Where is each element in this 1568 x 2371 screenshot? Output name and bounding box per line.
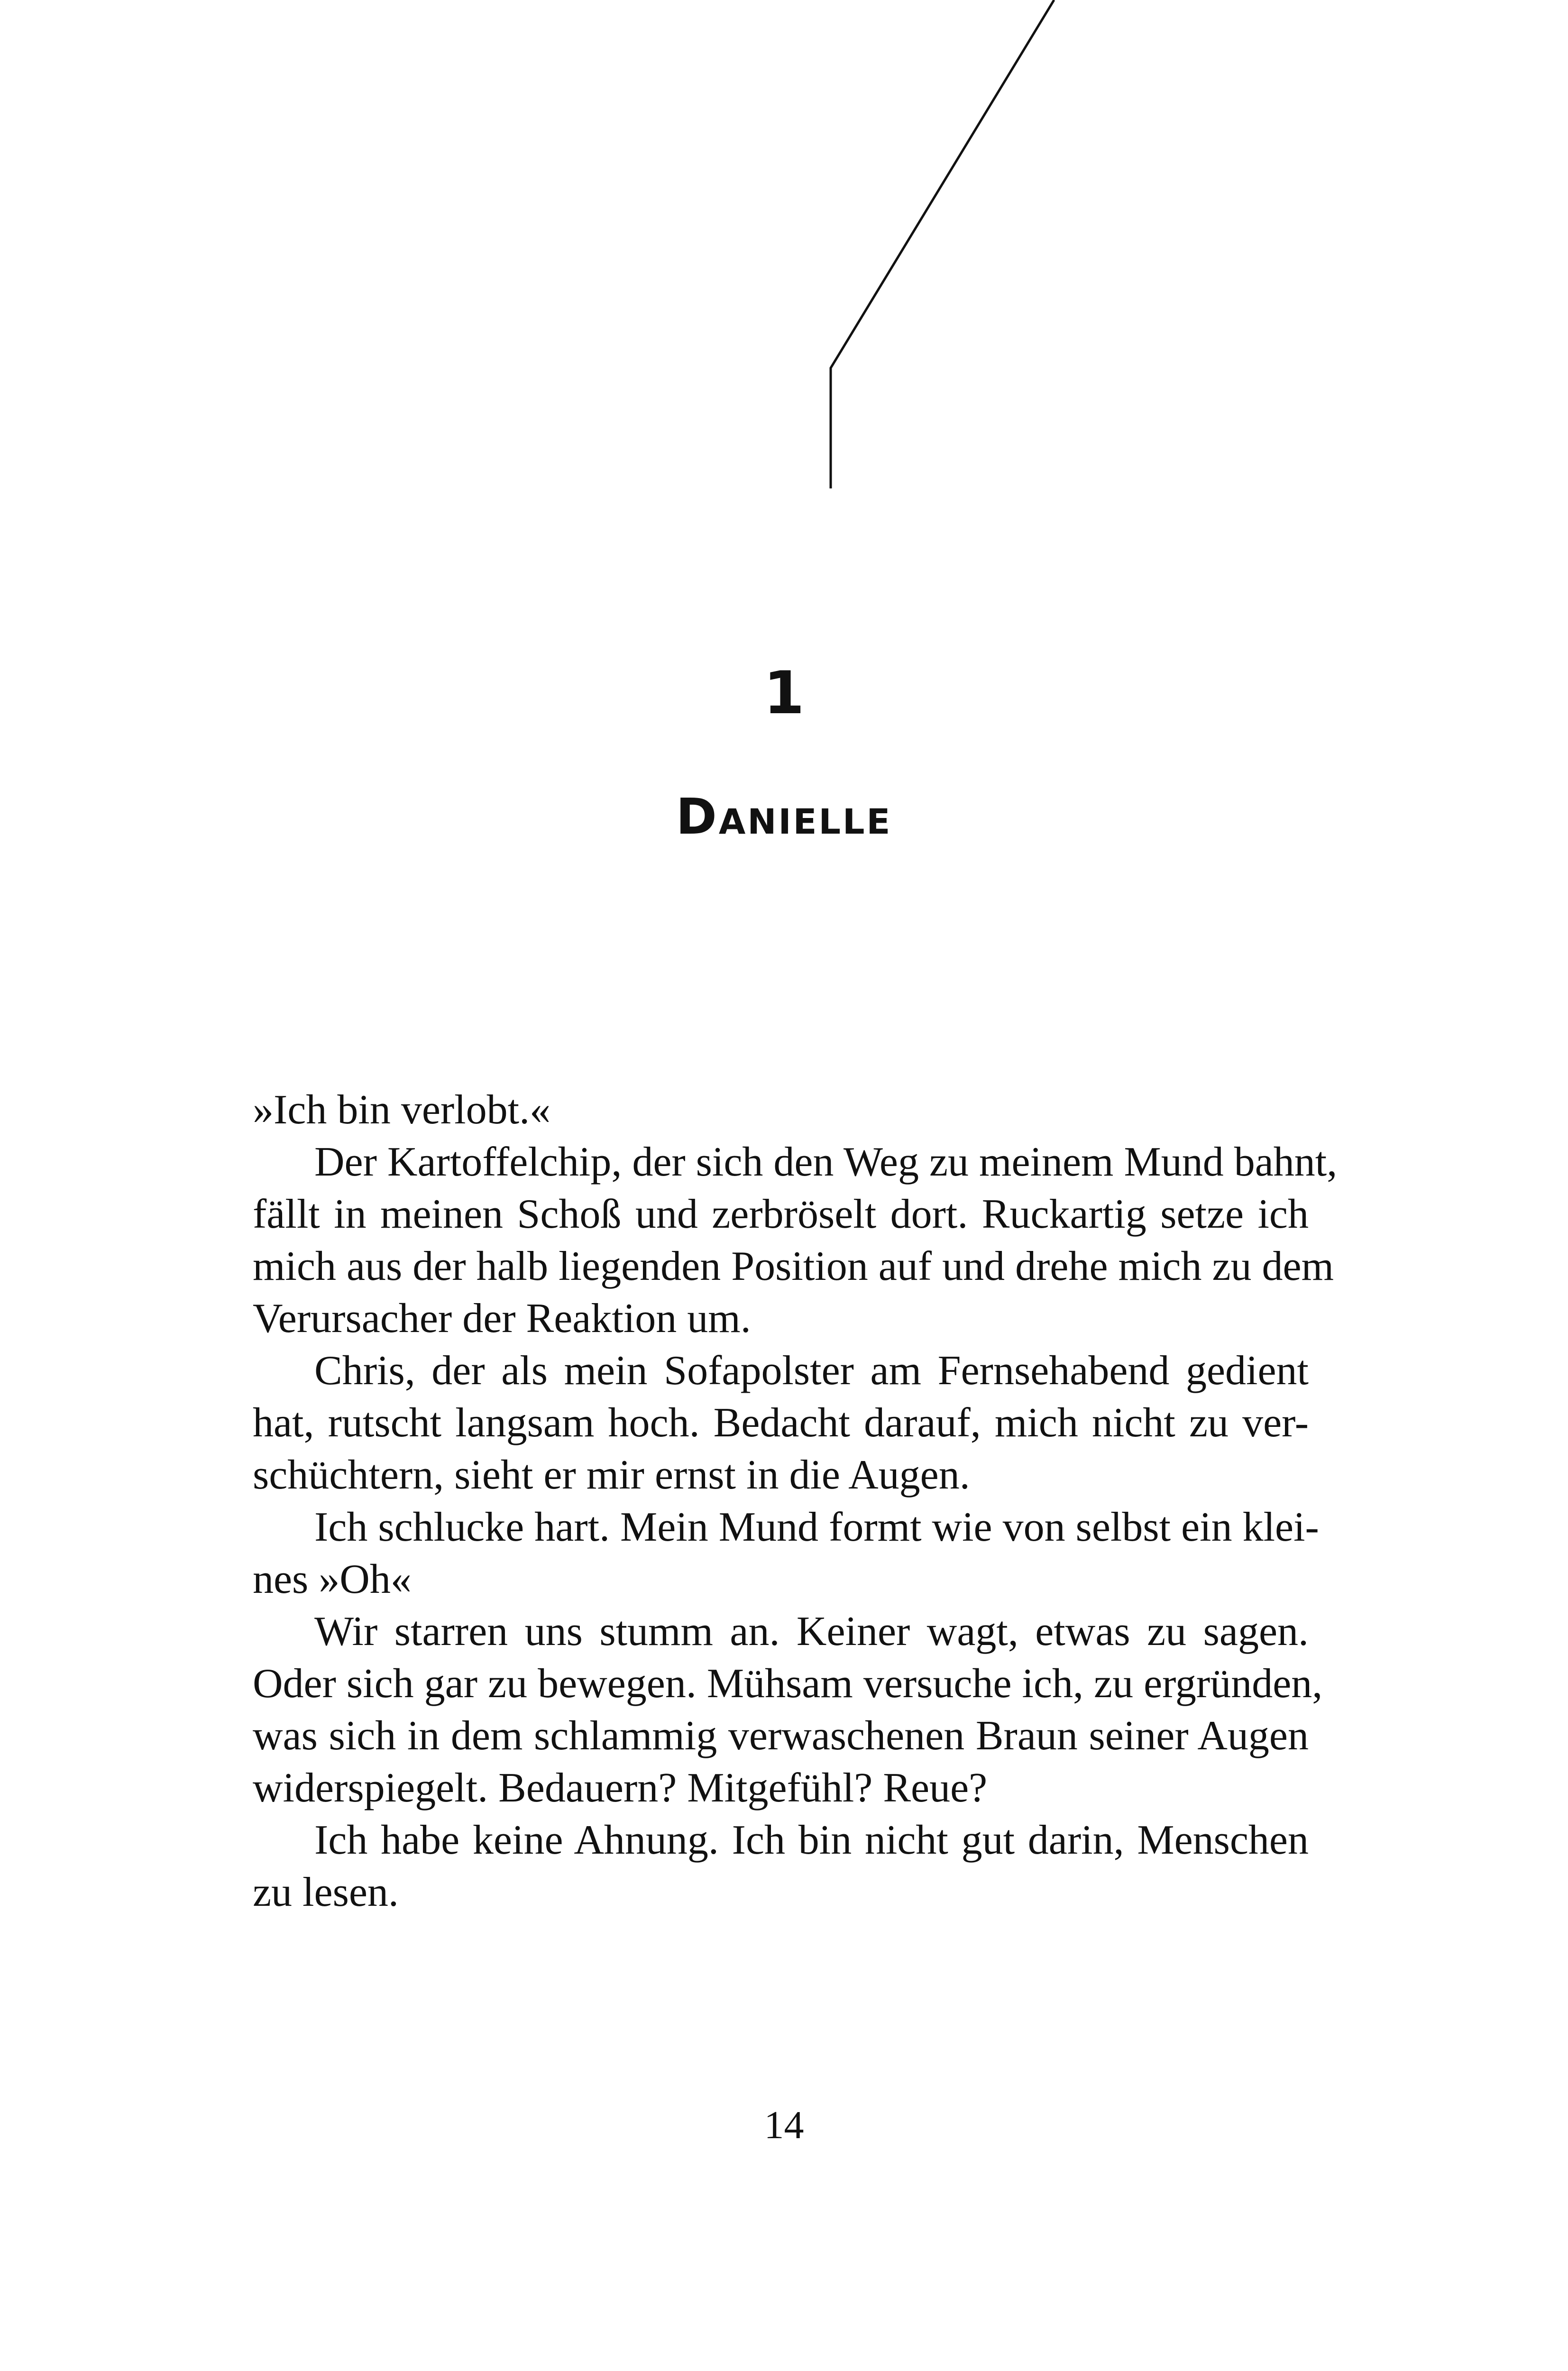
chapter-number: 1 (763, 659, 805, 727)
text-line: was sich in dem schlammig verwaschenen Braun seiner Augen (253, 1713, 1309, 1759)
text-line: Ich habe keine Ahnung. Ich bin nicht gut darin, Menschen (314, 1817, 1309, 1863)
text-line: widerspiegelt. Bedauern? Mitgefühl? Reue? (253, 1765, 988, 1811)
text-line: Ich schlucke hart. Mein Mund formt wie von selbst ein klei- (314, 1504, 1319, 1550)
paragraph (253, 1084, 1309, 1136)
text-line: Chris, der als mein Sofapolster am Fernsehabend gedient (314, 1348, 1309, 1394)
text-line: hat, rutscht langsam hoch. Bedacht darauf, mich nicht zu ver- (253, 1400, 1309, 1446)
text-line: »Ich bin verlobt.« (253, 1087, 551, 1133)
text-line: Verursacher der Reaktion um. (253, 1296, 751, 1342)
body-text (253, 1084, 1338, 1919)
text-line: nes »Oh« (253, 1556, 412, 1602)
page-number: 14 (764, 2103, 804, 2147)
text-line: Wir starren uns stumm an. Keiner wagt, etwas zu sagen. (314, 1608, 1309, 1654)
paragraph (253, 1814, 1309, 1919)
chapter-title: Danielle (676, 788, 892, 845)
text-line: zu lesen. (253, 1869, 399, 1915)
text-line: schüchtern, sieht er mir ernst in die Augen. (253, 1452, 970, 1498)
paragraph (253, 1606, 1323, 1814)
paragraph (253, 1345, 1309, 1501)
paragraph (253, 1501, 1319, 1606)
chapter-ornament (0, 0, 1568, 493)
text-line: Der Kartoffelchip, der sich den Weg zu meinem Mund bahnt, (314, 1139, 1338, 1185)
paragraph (253, 1136, 1338, 1345)
text-line: fällt in meinen Schoß und zerbröselt dort. Ruckartig setze ich (253, 1191, 1309, 1237)
text-line: Oder sich gar zu bewegen. Mühsam versuche ich, zu ergründen, (253, 1661, 1323, 1707)
text-line: mich aus der halb liegenden Position auf und drehe mich zu dem (253, 1243, 1334, 1289)
ornament-line (831, 0, 1054, 488)
